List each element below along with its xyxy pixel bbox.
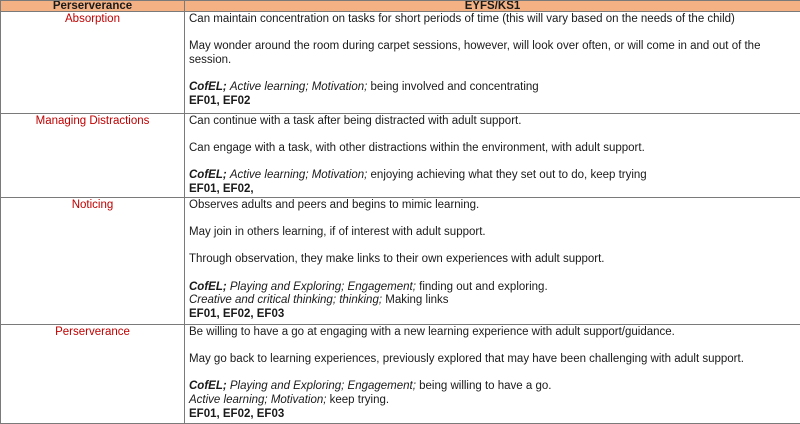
table-row — [1, 12, 800, 114]
ef-codes: EF01, EF02, EF03 — [189, 308, 796, 322]
cofel-text: Making links — [382, 294, 448, 306]
cofel-line — [189, 169, 796, 183]
skill-absorption: Absorption — [1, 12, 185, 114]
description-line: Can engage with a task, with other distractions within the environment, with adult support. — [189, 142, 796, 156]
skill-managing-distractions: Managing Distractions — [1, 114, 185, 198]
cofel-line — [189, 81, 796, 95]
ef-codes: EF01, EF02 — [189, 95, 796, 109]
cofel-area: Active learning; Motivation; — [230, 169, 367, 181]
description-line: May join in others learning, if of interest with adult support. — [189, 226, 796, 240]
cofel-label: CofEL; — [189, 81, 227, 93]
skill-perserverance: Perserverance — [1, 325, 185, 424]
table-row — [1, 198, 800, 325]
cofel-label: CofEL; — [189, 380, 227, 392]
cofel-text: enjoying achieving what they set out to do, keep trying — [367, 169, 646, 181]
header-stage: EYFS/KS1 — [185, 1, 800, 12]
description-line: Through observation, they make links to their own experiences with adult support. — [189, 253, 796, 267]
cofel-area: Playing and Exploring; Engagement; — [230, 281, 416, 293]
cofel-text: being willing to have a go. — [416, 380, 552, 392]
description-line: Can continue with a task after being distracted with adult support. — [189, 115, 796, 129]
description-cell — [185, 114, 800, 198]
cofel-text: finding out and exploring. — [416, 281, 548, 293]
description-line: May go back to learning experiences, previously explored that may have been challenging with adult support. — [189, 353, 796, 367]
description-line: May wonder around the room during carpet sessions, however, will look over often, or will come in and out of the session. — [189, 40, 796, 67]
cofel-area: Creative and critical thinking; thinking; — [189, 294, 382, 306]
skill-noticing: Noticing — [1, 198, 185, 325]
cofel-label: CofEL; — [189, 281, 227, 293]
table-row — [1, 325, 800, 424]
cofel-text: being involved and concentrating — [367, 81, 538, 93]
cofel-area: Active learning; Motivation; — [230, 81, 367, 93]
description-cell — [185, 325, 800, 424]
description-line: Observes adults and peers and begins to mimic learning. — [189, 199, 796, 213]
cofel-area: Active learning; Motivation; — [189, 394, 326, 406]
description-line: Be willing to have a go at engaging with a new learning experience with adult support/guidance. — [189, 326, 796, 340]
cofel-line-2 — [189, 394, 796, 408]
ef-codes: EF01, EF02, — [189, 183, 796, 197]
cofel-line — [189, 281, 796, 295]
description-cell — [185, 12, 800, 114]
description-cell — [185, 198, 800, 325]
table-row — [1, 114, 800, 198]
ef-codes: EF01, EF02, EF03 — [189, 408, 796, 422]
cofel-text: keep trying. — [326, 394, 389, 406]
header-skill: Perserverance — [1, 1, 185, 12]
cofel-label: CofEL; — [189, 169, 227, 181]
cofel-area: Playing and Exploring; Engagement; — [230, 380, 416, 392]
description-line: Can maintain concentration on tasks for short periods of time (this will vary based on the needs of the child) — [189, 13, 796, 27]
cofel-line-2 — [189, 294, 796, 308]
cofel-line — [189, 380, 796, 394]
